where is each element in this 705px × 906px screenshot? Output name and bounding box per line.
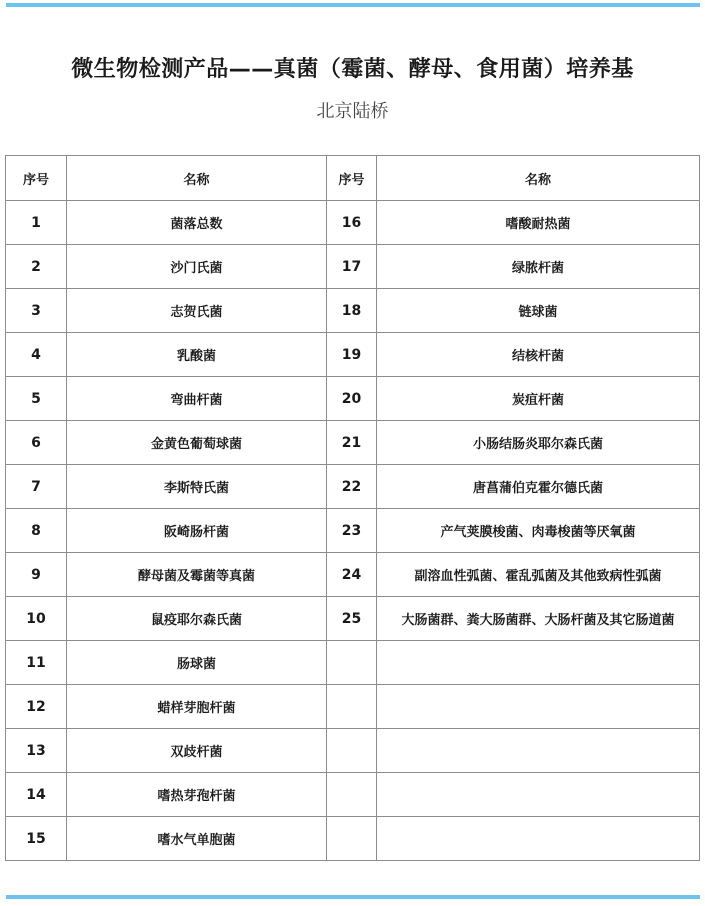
- table-row: [6, 773, 700, 817]
- row-name-left: 阪崎肠杆菌: [67, 509, 327, 553]
- table-row: [6, 377, 700, 421]
- table-row: [6, 201, 700, 245]
- table-row: [6, 289, 700, 333]
- row-num-right: 23: [327, 509, 377, 553]
- table-header-row: [6, 156, 700, 201]
- row-name-right: [377, 641, 700, 685]
- row-name-right: [377, 685, 700, 729]
- row-name-left: 李斯特氏菌: [67, 465, 327, 509]
- table-row: [6, 509, 700, 553]
- row-name-right: 结核杆菌: [377, 333, 700, 377]
- row-name-left: 鼠疫耶尔森氏菌: [67, 597, 327, 641]
- row-num-right: [327, 817, 377, 861]
- row-name-right: [377, 773, 700, 817]
- row-num-left: 9: [6, 553, 67, 597]
- header-seq-left: 序号: [6, 156, 67, 201]
- row-num-left: 12: [6, 685, 67, 729]
- page-subtitle: 北京陆桥: [316, 101, 389, 122]
- row-num-right: 24: [327, 553, 377, 597]
- page-title: 微生物检测产品——真菌（霉菌、酵母、食用菌）培养基: [71, 57, 634, 82]
- table-row: [6, 641, 700, 685]
- table-row: [6, 817, 700, 861]
- header-seq-right: 序号: [327, 156, 377, 201]
- row-num-left: 15: [6, 817, 67, 861]
- row-name-left: 肠球菌: [67, 641, 327, 685]
- row-num-right: [327, 685, 377, 729]
- row-name-left: 菌落总数: [67, 201, 327, 245]
- row-name-right: 大肠菌群、粪大肠菌群、大肠杆菌及其它肠道菌: [377, 597, 700, 641]
- row-name-right: [377, 729, 700, 773]
- row-num-right: [327, 641, 377, 685]
- table-row: [6, 333, 700, 377]
- row-num-left: 8: [6, 509, 67, 553]
- row-num-left: 13: [6, 729, 67, 773]
- row-num-right: 22: [327, 465, 377, 509]
- row-num-left: 4: [6, 333, 67, 377]
- row-name-left: 蜡样芽胞杆菌: [67, 685, 327, 729]
- row-name-right: 产气荚膜梭菌、肉毒梭菌等厌氧菌: [377, 509, 700, 553]
- row-num-left: 1: [6, 201, 67, 245]
- table-row: [6, 421, 700, 465]
- row-num-left: 14: [6, 773, 67, 817]
- row-name-left: 弯曲杆菌: [67, 377, 327, 421]
- row-name-right: 小肠结肠炎耶尔森氏菌: [377, 421, 700, 465]
- row-name-right: 链球菌: [377, 289, 700, 333]
- row-num-right: 18: [327, 289, 377, 333]
- row-num-right: 21: [327, 421, 377, 465]
- row-num-right: [327, 773, 377, 817]
- product-table: [5, 155, 700, 861]
- table-row: [6, 553, 700, 597]
- row-name-left: 双歧杆菌: [67, 729, 327, 773]
- table-row: [6, 245, 700, 289]
- row-name-right: 嗜酸耐热菌: [377, 201, 700, 245]
- row-name-right: 炭疽杆菌: [377, 377, 700, 421]
- row-name-right: 唐菖蒲伯克霍尔德氏菌: [377, 465, 700, 509]
- row-num-left: 11: [6, 641, 67, 685]
- table-row: [6, 597, 700, 641]
- row-num-left: 5: [6, 377, 67, 421]
- row-num-left: 7: [6, 465, 67, 509]
- header-name-left: 名称: [67, 156, 327, 201]
- row-name-left: 乳酸菌: [67, 333, 327, 377]
- table-row: [6, 465, 700, 509]
- header-name-right: 名称: [377, 156, 700, 201]
- row-name-left: 金黄色葡萄球菌: [67, 421, 327, 465]
- row-name-left: 沙门氏菌: [67, 245, 327, 289]
- row-name-left: 嗜水气单胞菌: [67, 817, 327, 861]
- row-num-right: 16: [327, 201, 377, 245]
- row-num-right: 19: [327, 333, 377, 377]
- row-num-left: 2: [6, 245, 67, 289]
- row-num-left: 3: [6, 289, 67, 333]
- table-row: [6, 729, 700, 773]
- row-num-left: 6: [6, 421, 67, 465]
- row-num-right: 17: [327, 245, 377, 289]
- top-divider: [6, 3, 700, 7]
- row-num-right: [327, 729, 377, 773]
- row-name-left: 嗜热芽孢杆菌: [67, 773, 327, 817]
- row-name-left: 酵母菌及霉菌等真菌: [67, 553, 327, 597]
- row-num-right: 25: [327, 597, 377, 641]
- table-row: [6, 685, 700, 729]
- row-num-right: 20: [327, 377, 377, 421]
- row-name-right: 副溶血性弧菌、霍乱弧菌及其他致病性弧菌: [377, 553, 700, 597]
- row-num-left: 10: [6, 597, 67, 641]
- bottom-divider: [6, 895, 700, 899]
- row-name-left: 志贺氏菌: [67, 289, 327, 333]
- row-name-right: [377, 817, 700, 861]
- row-name-right: 绿脓杆菌: [377, 245, 700, 289]
